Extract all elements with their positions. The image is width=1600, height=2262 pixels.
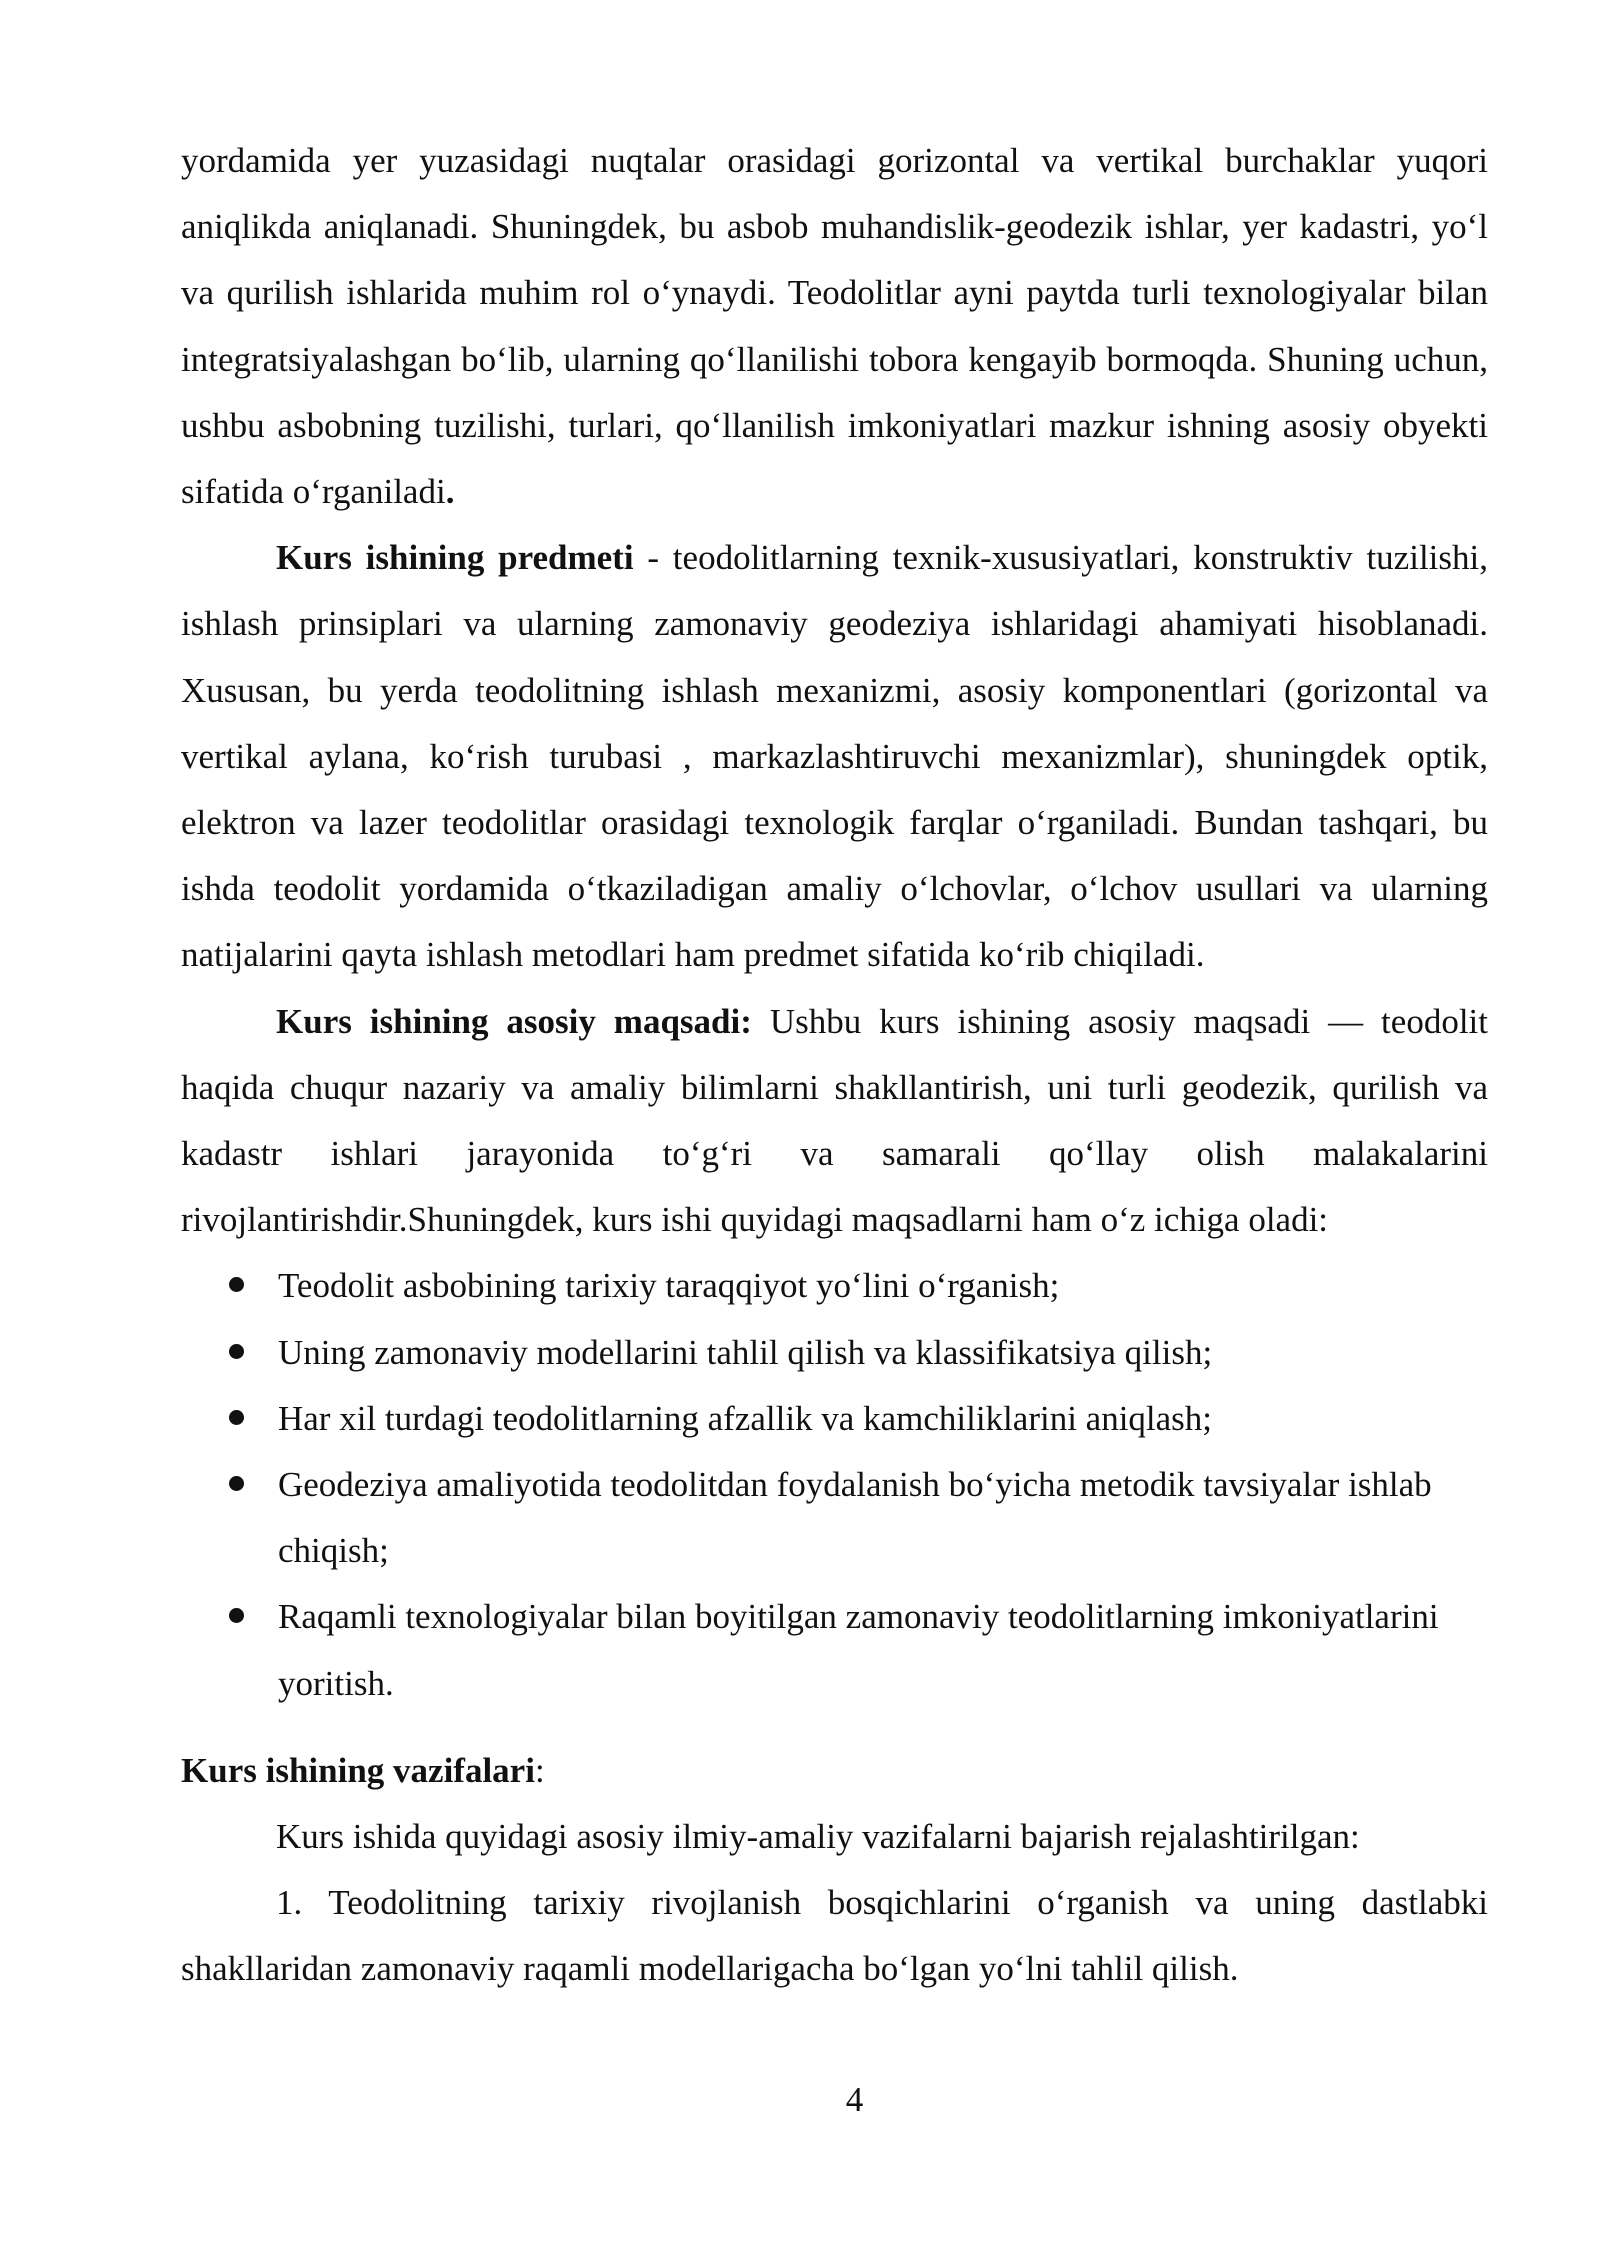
bullet-icon xyxy=(229,1344,244,1359)
list-item xyxy=(181,1253,1488,1319)
bullet-icon xyxy=(229,1410,244,1425)
vazifalar-item-1 xyxy=(181,1870,1488,2002)
vazifalar-item-1-text: 1. Teodolitning tarixiy rivojlanish bosqichlarini o‘rganish va uning dastlabki shakllaridan zamonaviy raqamli modellarigacha bo‘lgan yo‘lni tahlil qilish. xyxy=(181,1883,1488,1989)
list-item xyxy=(181,1452,1488,1584)
bullet-icon xyxy=(229,1608,244,1623)
intro-paragraph-period: . xyxy=(445,472,455,512)
list-item xyxy=(181,1386,1488,1452)
intro-paragraph xyxy=(181,128,1488,525)
maqsad-paragraph xyxy=(181,989,1488,1254)
bullet-icon xyxy=(229,1277,244,1292)
vazifalar-colon: : xyxy=(534,1750,545,1790)
list-item-text: Teodolit asbobining tarixiy taraqqiyot yo‘lini o‘rganish; xyxy=(278,1266,1060,1306)
maqsad-heading: Kurs ishining asosiy maqsadi: xyxy=(276,1001,752,1041)
list-item-text: Geodeziya amaliyotida teodolitdan foydalanish bo‘yicha metodik tavsiyalar ishlab chiqish; xyxy=(278,1465,1432,1571)
list-item-text: Raqamli texnologiyalar bilan boyitilgan zamonaviy teodolitlarning imkoniyatlarini yoritish. xyxy=(278,1597,1439,1703)
vazifalar-intro-text: Kurs ishida quyidagi asosiy ilmiy-amaliy vazifalarni bajarish rejalashtirilgan: xyxy=(276,1817,1360,1857)
list-item-text: Har xil turdagi teodolitlarning afzallik va kamchiliklarini aniqlash; xyxy=(278,1398,1213,1438)
maqsad-text: Ushbu kurs ishining asosiy maqsadi — teodolit haqida chuqur nazariy va amaliy bilimlarni shakllantirish, uni turli geodezik, qurilish va kadastr ishlari jarayonida to‘g‘ri va samarali qo‘llay olish malakalarini rivojlantirishdir.Shuningdek, kurs ishi quyidagi maqsadlarni ham o‘z ichiga oladi: xyxy=(181,1001,1488,1240)
vazifalar-heading: Kurs ishining vazifalari xyxy=(181,1750,535,1790)
predmet-text: - teodolitlarning texnik-xususiyatlari, konstruktiv tuzilishi, ishlash prinsiplari va ularning zamonaviy geodeziya ishlaridagi ahamiyati hisoblanadi. Xususan, bu yerda teodolitning ishlash mexanizmi, asosiy komponentlari (gorizontal va vertikal aylana, ko‘rish turubasi , markazlashtiruvchi mexanizmlar), shuningdek optik, elektron va lazer teodolitlar orasidagi texnologik farqlar o‘rganiladi. Bundan tashqari, bu ishda teodolit yordamida o‘tkaziladigan amaliy o‘lchovlar, o‘lchov usullari va ularning natijalarini qayta ishlash metodlari ham predmet sifatida ko‘rib chiqiladi. xyxy=(181,538,1488,975)
intro-paragraph-text: yordamida yer yuzasidagi nuqtalar orasidagi gorizontal va vertikal burchaklar yuqori aniqlikda aniqlanadi. Shuningdek, bu asbob muhandislik-geodezik ishlar, yer kadastri, yo‘l va qurilish ishlarida muhim rol o‘ynaydi. Teodolitlar ayni paytda turli texnologiyalar bilan integratsiyalashgan bo‘lib, ularning qo‘llanilishi tobora kengayib bormoqda. Shuning uchun, ushbu asbobning tuzilishi, turlari, qo‘llanilish imkoniyatlari mazkur ishning asosiy obyekti sifatida o‘rganiladi xyxy=(181,141,1488,512)
document-page xyxy=(181,128,1488,2003)
predmet-heading: Kurs ishining predmeti xyxy=(276,538,634,578)
predmet-paragraph xyxy=(181,525,1488,988)
vazifalar-heading-line xyxy=(181,1738,1488,1804)
list-item xyxy=(181,1584,1488,1716)
list-item-text: Uning zamonaviy modellarini tahlil qilish va klassifikatsiya qilish; xyxy=(278,1332,1213,1372)
vazifalar-intro xyxy=(181,1804,1488,1870)
bullet-icon xyxy=(229,1476,244,1491)
list-item xyxy=(181,1320,1488,1386)
page-number: 4 xyxy=(845,2080,864,2119)
goals-list xyxy=(181,1253,1488,1716)
